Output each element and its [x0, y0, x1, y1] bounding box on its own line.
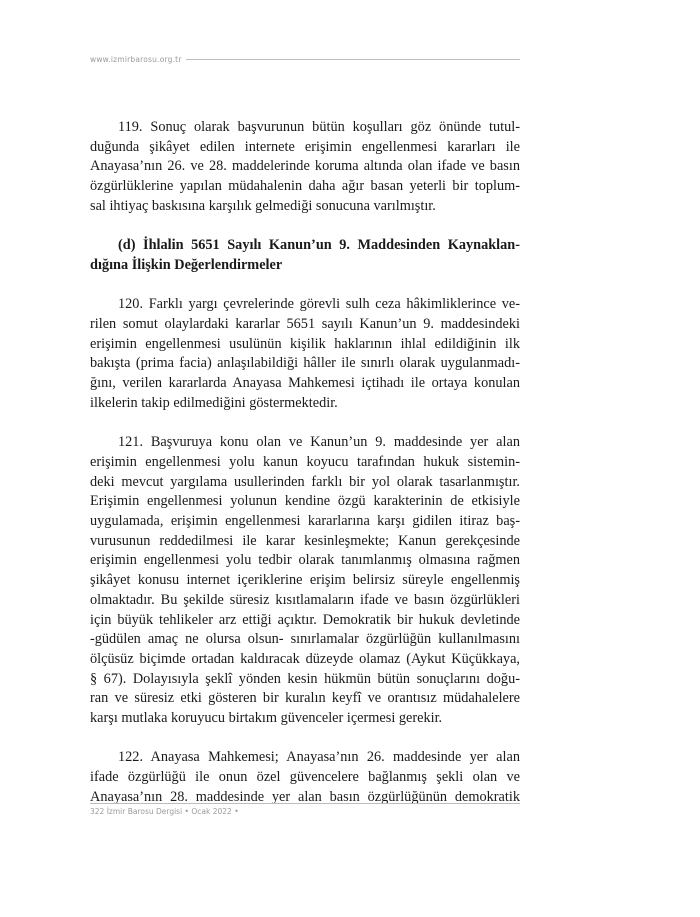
- section-heading: [90, 236, 520, 275]
- text-line: şikâyet konusu internet içeriklerine erişim belirsiz süreyle engellenmiş: [90, 572, 520, 589]
- text-line: için büyük tehlikeler arz ettiği açıktır. Demokratik bir hukuk devletinde: [90, 611, 520, 628]
- text-line: duğunda şikâyet edilen internete erişimin engellenmesi kararları ile: [90, 138, 520, 155]
- text-line: 121. Başvuruya konu olan ve Kanun’un 9. maddesinde yer alan: [118, 434, 520, 451]
- paragraph-120: [90, 295, 520, 413]
- text-line: Anayasa’nın 26. ve 28. maddelerinde koruma altında olan ifade ve basın: [90, 158, 520, 175]
- paragraph-122: [90, 748, 520, 807]
- text-line: karşı mutlaka koruyucu birtakım güvenceler içermesi gerekir.: [90, 710, 443, 727]
- text-line: ifade özgürlüğü ile onun özel güvencelere bağlanmış şekli olan ve: [90, 769, 520, 786]
- text-line: olmaktadır. Bu şekilde süresiz kısıtlamaların ifade ve basın özgürlükleri: [90, 591, 520, 608]
- header-rule: [186, 59, 520, 60]
- text-line: bakışta (prima facia) anlaşılabildiği hâller ile sınırlı olarak uygulanmadı-: [90, 355, 520, 372]
- heading-line: dığına İlişkin Değerlendirmeler: [90, 256, 283, 273]
- text-line: uygulamada, erişimin engellenmesi kararlarına karşı gidilen itiraz baş-: [90, 513, 520, 530]
- paragraph-121: [90, 433, 520, 729]
- text-line: sal ihtiyaç baskısına karşılık gelmediği sonucuna varılmıştır.: [90, 197, 436, 214]
- footer-text: 322 İzmir Barosu Dergisi • Ocak 2022 •: [90, 807, 239, 816]
- text-line: ilkelerin takip edilmediğini göstermektedir.: [90, 394, 338, 411]
- text-line: 120. Farklı yargı çevrelerinde görevli sulh ceza hâkimliklerince ve-: [118, 296, 520, 313]
- page-footer: [90, 801, 520, 815]
- text-line: ölçüsüz biçimde ortadan kaldıracak düzeyde olamaz (Aykut Küçükkaya,: [90, 650, 520, 667]
- header-url: www.izmirbarosu.org.tr: [90, 54, 182, 64]
- page-header: [90, 53, 520, 65]
- page-body: [90, 118, 520, 808]
- text-line: erişimin engellenmesi yolu kanun koyucu tarafından hukuk sistemin-: [90, 453, 520, 470]
- paragraph-119: [90, 118, 520, 217]
- text-line: -güdülen amaç ne olursa olsun- sınırlamalar özgürlüğün kullanılmasını: [90, 631, 520, 648]
- text-line: vurusunun reddedilmesi ile karar kesinleşmekte; Kanun gerekçesinde: [90, 532, 520, 549]
- text-line: 122. Anayasa Mahkemesi; Anayasa’nın 26. maddesinde yer alan: [118, 749, 520, 766]
- text-line: § 67). Dolayısıyla şeklî yönden kesin hükmün bütün sonuçlarını doğu-: [90, 670, 520, 687]
- text-line: erişimin engellenmesi yolu tedbir olarak tanımlanmış olmasına rağmen: [90, 552, 520, 569]
- text-line: deki mevcut yargılama usullerinden farklı bir yol olarak tasarlanmıştır.: [90, 473, 520, 490]
- heading-line: (d) İhlalin 5651 Sayılı Kanun’un 9. Maddesinden Kaynaklan-: [118, 237, 520, 254]
- text-line: özgürlüklerine yapılan müdahalenin daha ağır basan yeterli bir toplum-: [90, 178, 520, 195]
- text-line: rilen somut olaylardaki kararlar 5651 sayılı Kanun’un 9. maddesindeki: [90, 316, 520, 332]
- text-line: ran ve süresiz etki gösteren bir kuralın keyfî ve orantısız müdahalelere: [90, 690, 520, 707]
- text-line: Erişimin engellenmesi yolunun kendine özgü karakterinin de etkisiyle: [90, 493, 520, 510]
- text-line: Anayasa’nın 28. maddesinde yer alan basın özgürlüğünün demokratik: [90, 788, 520, 805]
- text-line: 119. Sonuç olarak başvurunun bütün koşulları göz önünde tutul-: [118, 119, 520, 135]
- text-line: ğını, verilen kararlarda Anayasa Mahkemesi içtihadı ile ortaya konulan: [90, 375, 520, 392]
- text-line: erişimin engellenmesi usulünün kişilik haklarının ihlal edildiğinin ilk: [90, 335, 520, 352]
- footer-rule: [90, 803, 520, 804]
